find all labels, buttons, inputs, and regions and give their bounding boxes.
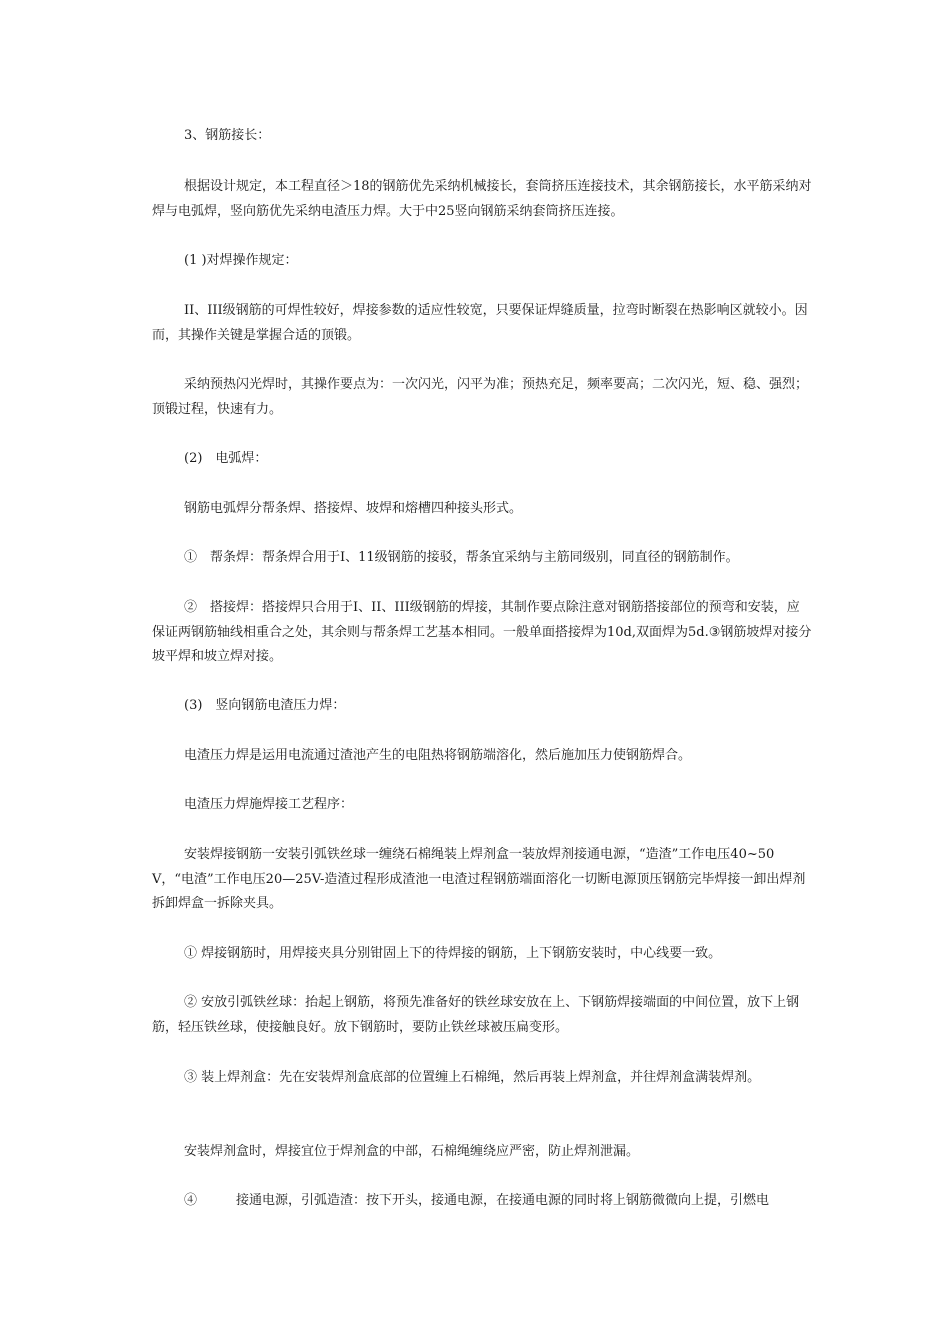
subheading-butt-welding: (1 )对焊操作规定： bbox=[184, 253, 298, 268]
paragraph-lap-welding: ② 搭接焊：搭接焊只合用于I、II、III级钢筋的焊接，其制作要点除注意对钢筋搭接部位的预弯和安装，应保证两钢筋轴线相重合之处，其余则与帮条焊工艺基本相同。一般单面搭接焊为10d,双面焊为5d.③钢筋坡焊对接分坡平焊和坡立焊对接。 bbox=[152, 600, 812, 664]
paragraph-flash-welding: 采纳预热闪光焊时，其操作要点为：一次闪光，闪平为准；预热充足，频率要高；二次闪光，短、稳、强烈；顶锻过程，快速有力。 bbox=[152, 377, 809, 417]
paragraph-joint-types: 钢筋电弧焊分帮条焊、搭接焊、坡焊和熔槽四种接头形式。 bbox=[184, 501, 523, 516]
paragraph-weldability: II、III级钢筋的可焊性较好，焊接参数的适应性较宽，只要保证焊缝质量，拉弯时断裂在热影响区就较小。因而，其操作关键是掌握合适的顶锻。 bbox=[152, 303, 808, 343]
paragraph-step-flux-box: ③ 装上焊剂盒：先在安装焊剂盒底部的位置缠上石棉绳，然后再装上焊剂盒，并往焊剂盒满装焊剂。 bbox=[184, 1070, 761, 1085]
paragraph-strip-welding: ① 帮条焊：帮条焊合用于I、11级钢筋的接驳，帮条宜采纳与主筋同级别，同直径的钢筋制作。 bbox=[184, 550, 739, 565]
paragraph-electroslag-principle: 电渣压力焊是运用电流通过渣池产生的电阻热将钢筋端溶化，然后施加压力使钢筋焊合。 bbox=[184, 748, 692, 763]
paragraph-process-steps: 安装焊接钢筋一安装引弧铁丝球一缠绕石棉绳装上焊剂盒一装放焊剂接通电源，“造渣”工作电压40~50V，“电渣”工作电压20—25V-造渣过程形成渣池一电渣过程钢筋端面溶化一切断电源顶压钢筋完毕焊接一卸出焊剂拆卸焊盒一拆除夹具。 bbox=[152, 847, 806, 911]
section-heading-rebar-splicing: 3、钢筋接长： bbox=[184, 128, 271, 143]
paragraph-process-heading: 电渣压力焊施焊接工艺程序： bbox=[184, 797, 354, 812]
paragraph-step-clamp: ① 焊接钢筋时，用焊接夹具分别钳固上下的待焊接的钢筋，上下钢筋安装时，中心线要一致。 bbox=[184, 946, 722, 961]
paragraph-step-wire-ball: ② 安放引弧铁丝球：抬起上钢筋，将预先准备好的铁丝球安放在上、下钢筋焊接端面的中间位置，放下上钢筋，轻压铁丝球，使接触良好。放下钢筋时，要防止铁丝球被压扁变形。 bbox=[152, 995, 800, 1035]
paragraph-design-requirements: 根据设计规定，本工程直径＞18的钢筋优先采纳机械接长，套筒挤压连接技术，其余钢筋接长，水平筋采纳对焊与电弧焊，竖向筋优先采纳电渣压力焊。大于中25竖向钢筋采纳套筒挤压连接。 bbox=[152, 179, 812, 219]
subheading-arc-welding: (2) 电弧焊： bbox=[184, 451, 268, 466]
subheading-electroslag-welding: (3) 竖向钢筋电渣压力焊： bbox=[184, 698, 346, 713]
paragraph-step-power-on: ④ 接通电源，引弧造渣：按下开头，接通电源，在接通电源的同时将上钢筋微微向上提，引燃电 bbox=[184, 1193, 770, 1208]
paragraph-flux-box-note: 安装焊剂盒时，焊接宜位于焊剂盒的中部，石棉绳缠绕应严密，防止焊剂泄漏。 bbox=[184, 1144, 640, 1159]
